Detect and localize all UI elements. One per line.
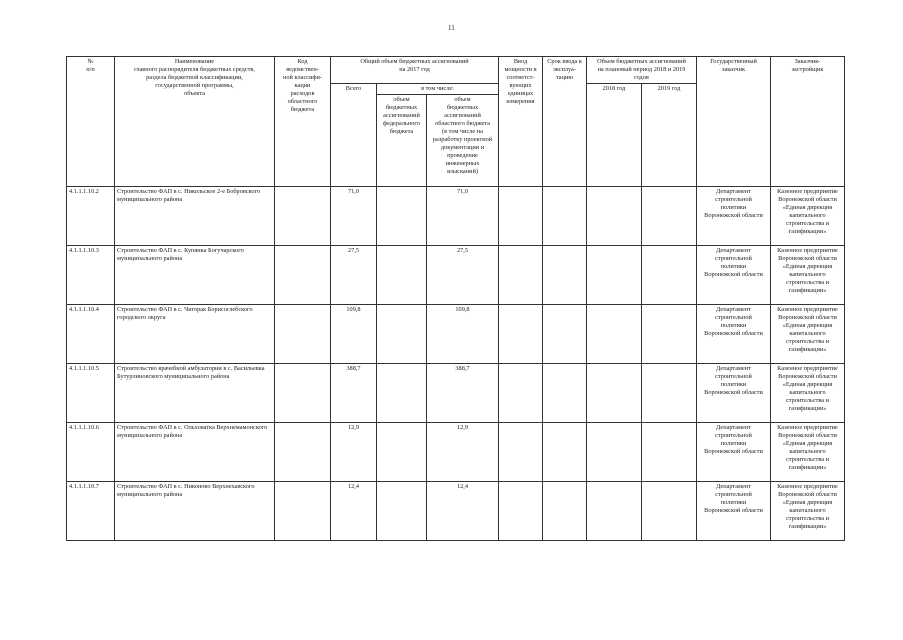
row-code — [275, 246, 331, 305]
header-total: Всего — [331, 84, 377, 187]
row-commissioning — [543, 364, 587, 423]
header-2019: 2019 год — [642, 84, 697, 187]
row-capacity — [499, 364, 543, 423]
table-row — [67, 305, 845, 364]
header-planned: Объем бюджетных ассигнований на плановый период 2018 и 2019 годов — [587, 57, 697, 84]
row-num: 4.1.1.1.10.3 — [67, 246, 115, 305]
row-developer: Казенное предприятие Воронежской области «Единая дирекция капитального строительства и газификации» — [771, 482, 845, 541]
row-2019 — [642, 305, 697, 364]
row-commissioning — [543, 246, 587, 305]
row-code — [275, 364, 331, 423]
row-2019 — [642, 482, 697, 541]
row-2019 — [642, 187, 697, 246]
table-row — [67, 423, 845, 482]
row-capacity — [499, 187, 543, 246]
row-name: Строительство врачебной амбулатории в с. Васильевка Бутурлиновского муниципального района — [115, 364, 275, 423]
row-2018 — [587, 187, 642, 246]
row-customer: Департамент строительной политики Воронежской области — [697, 246, 771, 305]
header-total-2017: Общий объем бюджетных ассигнований на 2017 год — [331, 57, 499, 84]
row-num: 4.1.1.1.10.6 — [67, 423, 115, 482]
row-total: 27,5 — [331, 246, 377, 305]
table-row — [67, 246, 845, 305]
row-customer: Департамент строительной политики Воронежской области — [697, 423, 771, 482]
row-name: Строительство ФАП в с. Никоново Верхнехавского муниципального района — [115, 482, 275, 541]
budget-table — [66, 56, 845, 541]
row-capacity — [499, 305, 543, 364]
row-code — [275, 305, 331, 364]
row-federal — [377, 482, 427, 541]
row-num: 4.1.1.1.10.2 — [67, 187, 115, 246]
header-name: Наименование главного распорядителя бюджетных средств, раздела бюджетной классификации, государственной программы, объекта — [115, 57, 275, 187]
row-code — [275, 423, 331, 482]
row-code — [275, 187, 331, 246]
row-name: Строительство ФАП в с. Ольховатка Верхнемамонского муниципального района — [115, 423, 275, 482]
row-federal — [377, 305, 427, 364]
row-federal — [377, 187, 427, 246]
row-total: 71,0 — [331, 187, 377, 246]
row-2018 — [587, 246, 642, 305]
header-code: Код ведомствен- ной классифи- кации расходов областного бюджета — [275, 57, 331, 187]
row-capacity — [499, 423, 543, 482]
row-2019 — [642, 246, 697, 305]
row-total: 109,8 — [331, 305, 377, 364]
header-num: № п/п — [67, 57, 115, 187]
row-developer: Казенное предприятие Воронежской области «Единая дирекция капитального строительства и газификации» — [771, 305, 845, 364]
row-regional: 388,7 — [427, 364, 499, 423]
row-developer: Казенное предприятие Воронежской области «Единая дирекция капитального строительства и газификации» — [771, 364, 845, 423]
row-name: Строительство ФАП в с. Чигорак Борисоглебского городского округа — [115, 305, 275, 364]
row-num: 4.1.1.1.10.7 — [67, 482, 115, 541]
row-name: Строительство ФАП в с. Никольское 2-е Бобровского муниципального района — [115, 187, 275, 246]
row-2018 — [587, 482, 642, 541]
row-developer: Казенное предприятие Воронежской области «Единая дирекция капитального строительства и газификации» — [771, 187, 845, 246]
row-customer: Департамент строительной политики Воронежской области — [697, 364, 771, 423]
header-customer: Государственный заказчик — [697, 57, 771, 187]
row-capacity — [499, 246, 543, 305]
row-customer: Департамент строительной политики Воронежской области — [697, 305, 771, 364]
header-federal: объем бюджетных ассигнований федерального бюджета — [377, 95, 427, 187]
row-name: Строительство ФАП в с. Купянка Богучарского муниципального района — [115, 246, 275, 305]
row-2018 — [587, 305, 642, 364]
row-total: 12,9 — [331, 423, 377, 482]
row-commissioning — [543, 305, 587, 364]
row-regional: 27,5 — [427, 246, 499, 305]
row-total: 12,4 — [331, 482, 377, 541]
row-federal — [377, 364, 427, 423]
row-regional: 12,9 — [427, 423, 499, 482]
row-2019 — [642, 423, 697, 482]
row-commissioning — [543, 423, 587, 482]
header-2018: 2018 год — [587, 84, 642, 187]
header-regional: объем бюджетных ассигнований областного бюджета (в том числе на разработку проектной документации и проведение инженерных изысканий) — [427, 95, 499, 187]
row-total: 388,7 — [331, 364, 377, 423]
table-body — [67, 187, 845, 541]
row-regional: 12,4 — [427, 482, 499, 541]
row-2018 — [587, 423, 642, 482]
page-number: 11 — [448, 24, 455, 32]
row-customer: Департамент строительной политики Воронежской области — [697, 482, 771, 541]
table-row — [67, 364, 845, 423]
row-federal — [377, 246, 427, 305]
header-including: в том числе: — [377, 84, 499, 95]
row-federal — [377, 423, 427, 482]
row-commissioning — [543, 482, 587, 541]
row-commissioning — [543, 187, 587, 246]
row-customer: Департамент строительной политики Воронежской области — [697, 187, 771, 246]
table-row — [67, 482, 845, 541]
row-2018 — [587, 364, 642, 423]
table-row — [67, 187, 845, 246]
row-regional: 109,8 — [427, 305, 499, 364]
header-capacity: Ввод мощности в соответст- вующих единицах измерения — [499, 57, 543, 187]
row-num: 4.1.1.1.10.5 — [67, 364, 115, 423]
row-code — [275, 482, 331, 541]
row-2019 — [642, 364, 697, 423]
table-header — [67, 57, 845, 187]
row-capacity — [499, 482, 543, 541]
header-commissioning: Срок ввода в эксплуа- тацию — [543, 57, 587, 187]
row-num: 4.1.1.1.10.4 — [67, 305, 115, 364]
row-developer: Казенное предприятие Воронежской области «Единая дирекция капитального строительства и газификации» — [771, 246, 845, 305]
row-regional: 71,0 — [427, 187, 499, 246]
row-developer: Казенное предприятие Воронежской области «Единая дирекция капитального строительства и газификации» — [771, 423, 845, 482]
header-developer: Заказчик- застройщик — [771, 57, 845, 187]
